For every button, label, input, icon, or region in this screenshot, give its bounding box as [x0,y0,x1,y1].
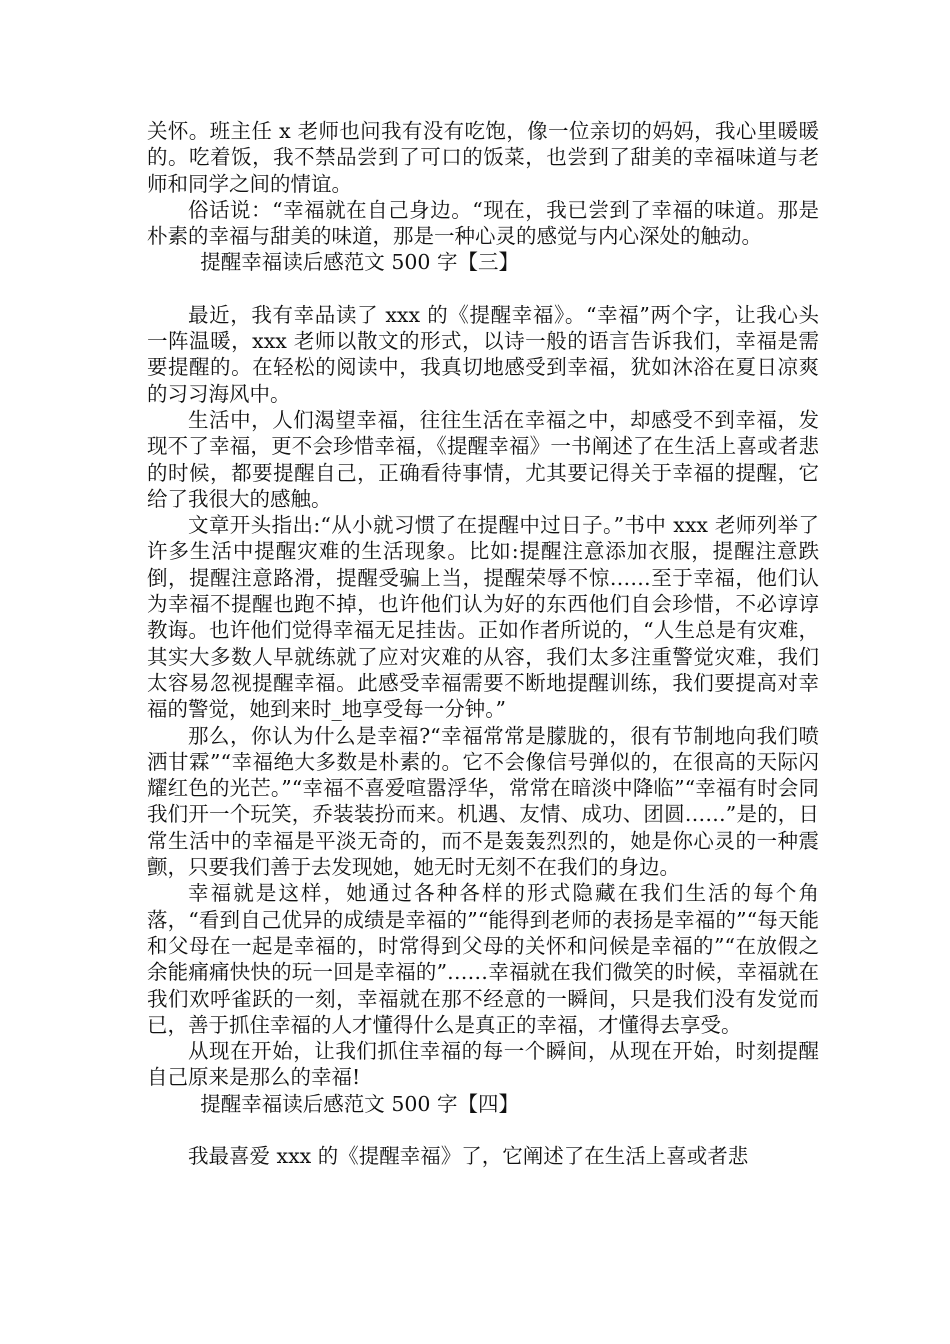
paragraph-continuation: 关怀。班主任 x 老师也问我有没有吃饱，像一位亲切的妈妈，我心里暖暖的。吃着饭，我不禁品尝到了可口的饭菜，也尝到了甜美的幸福味道与老师和同学之间的情谊。 [147,119,819,196]
section-heading-four: 提醒幸福读后感范文 500 字【四】 [200,1091,519,1116]
paragraph-article-opening: 文章开头指出:“从小就习惯了在提醒中过日子。”书中 xxx 老师列举了许多生活中提醒灾难的生活现象。比如:提醒注意添加衣服，提醒注意跌倒，提醒注意路滑，提醒受骗上当，提醒荣辱不惊……至于幸福，他们认为幸福不提醒也跑不掉，也许他们认为好的东西他们自会珍惜，不必谆谆教诲。也许他们觉得幸福无足挂齿。正如作者所说的，“人生总是有灾难，其实大多数人早就练就了应对灾难的从容，我们太多注重警觉灾难，我们太容易忽视提醒幸福。此感受幸福需要不断地提醒训练，我们要提高对幸福的警觉，她到来时_地享受每一分钟。” [147,513,819,722]
paragraph-favorite: 我最喜爱 xxx 的《提醒幸福》了，它阐述了在生活上喜或者悲 [188,1143,749,1168]
paragraph-proverb: 俗话说：“幸福就在自己身边。“现在，我已尝到了幸福的味道。那是朴素的幸福与甜美的味道，那是一种心灵的感觉与内心深处的触动。 [147,197,819,249]
section-heading-three: 提醒幸福读后感范文 500 字【三】 [200,250,519,275]
document-body [147,118,819,1169]
paragraph-happiness-everywhere: 幸福就是这样，她通过各种各样的形式隐藏在我们生活的每个角落，“看到自己优异的成绩是幸福的”“能得到老师的表扬是幸福的”“每天能和父母在一起是幸福的，时常得到父母的关怀和问候是幸福的”“在放假之余能痛痛快快的玩一回是幸福的”……幸福就在我们微笑的时候，幸福就在我们欢呼雀跃的一刻，幸福就在那不经意的一瞬间，只是我们没有发觉而已，善于抓住幸福的人才懂得什么是真正的幸福，才懂得去享受。 [147,881,819,1037]
paragraph-intro: 最近，我有幸品读了 xxx 的《提醒幸福》。“幸福”两个字，让我心头一阵温暖，xxx 老师以散文的形式，以诗一般的语言告诉我们，幸福是需要提醒的。在轻松的阅读中，我真切地感受到幸福，犹如沐浴在夏日凉爽的习习海风中。 [147,302,819,406]
paragraph-what-is-happiness: 那么，你认为什么是幸福?“幸福常常是朦胧的，很有节制地向我们喷洒甘霖”“幸福绝大多数是朴素的。它不会像信号弹似的，在很高的天际闪耀红色的光芒。”“幸福不喜爱喧嚣浮华，常常在暗淡中降临”“幸福有时会同我们开一个玩笑，乔装装扮而来。机遇、友情、成功、团圆……”是的，日常生活中的幸福是平淡无奇的，而不是轰轰烈烈的，她是你心灵的一种震颤，只要我们善于去发现她，她无时无刻不在我们的身边。 [147,723,819,880]
paragraph-life: 生活中，人们渴望幸福，往往生活在幸福之中，却感受不到幸福，发现不了幸福，更不会珍惜幸福，《提醒幸福》一书阐述了在生活上喜或者悲的时候，都要提醒自己，正确看待事情，尤其要记得关于幸福的提醒，它给了我很大的感触。 [147,407,819,511]
paragraph-from-now-on: 从现在开始，让我们抓住幸福的每一个瞬间，从现在开始，时刻提醒自己原来是那么的幸福! [147,1039,819,1090]
